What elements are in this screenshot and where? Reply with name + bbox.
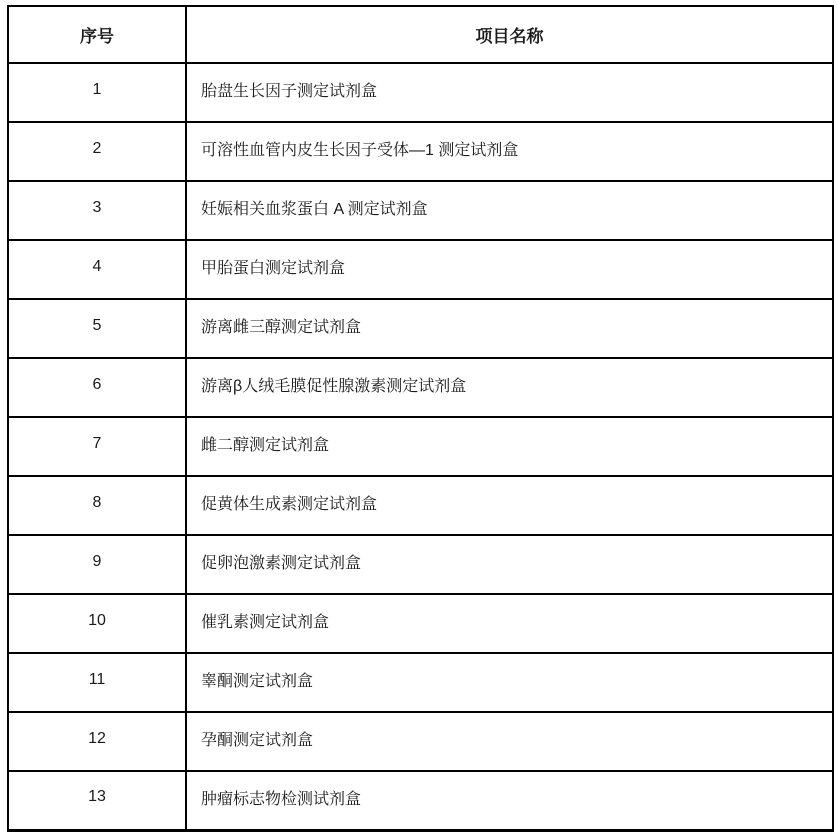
project-name-cell: 游离雌三醇测定试剂盒: [186, 299, 833, 358]
table-row: [8, 653, 833, 712]
table-body: [8, 63, 833, 830]
row-number-cell: 8: [8, 476, 186, 535]
row-number-cell: 7: [8, 417, 186, 476]
row-number-cell: 9: [8, 535, 186, 594]
table-row: [8, 181, 833, 240]
project-name-cell: 催乳素测定试剂盒: [186, 594, 833, 653]
table-row: [8, 535, 833, 594]
table-row: [8, 358, 833, 417]
table-header: [8, 6, 833, 63]
project-table: [7, 5, 834, 832]
table-row: [8, 122, 833, 181]
project-name-cell: 雌二醇测定试剂盒: [186, 417, 833, 476]
row-number-cell: 11: [8, 653, 186, 712]
project-name-cell: 甲胎蛋白测定试剂盒: [186, 240, 833, 299]
project-name-cell: 妊娠相关血浆蛋白 A 测定试剂盒: [186, 181, 833, 240]
row-number-cell: 3: [8, 181, 186, 240]
row-number-cell: 2: [8, 122, 186, 181]
table-row: [8, 476, 833, 535]
row-number-cell: 4: [8, 240, 186, 299]
project-name-cell: 孕酮测定试剂盒: [186, 712, 833, 771]
project-name-cell: 游离β人绒毛膜促性腺激素测定试剂盒: [186, 358, 833, 417]
row-number-cell: 6: [8, 358, 186, 417]
row-number-cell: 13: [8, 771, 186, 830]
table-row: [8, 240, 833, 299]
project-name-cell: 肿瘤标志物检测试剂盒: [186, 771, 833, 830]
project-name-cell: 促黄体生成素测定试剂盒: [186, 476, 833, 535]
project-name-cell: 胎盘生长因子测定试剂盒: [186, 63, 833, 122]
header-serial-number: 序号: [8, 6, 186, 63]
header-project-name: 项目名称: [186, 6, 833, 63]
table-row: [8, 417, 833, 476]
row-number-cell: 5: [8, 299, 186, 358]
row-number-cell: 10: [8, 594, 186, 653]
table-row: [8, 712, 833, 771]
table-row: [8, 299, 833, 358]
row-number-cell: 12: [8, 712, 186, 771]
table-row: [8, 63, 833, 122]
table-row: [8, 771, 833, 830]
header-row: [8, 6, 833, 63]
project-name-cell: 可溶性血管内皮生长因子受体—1 测定试剂盒: [186, 122, 833, 181]
table-row: [8, 594, 833, 653]
project-name-cell: 睾酮测定试剂盒: [186, 653, 833, 712]
row-number-cell: 1: [8, 63, 186, 122]
project-name-cell: 促卵泡激素测定试剂盒: [186, 535, 833, 594]
